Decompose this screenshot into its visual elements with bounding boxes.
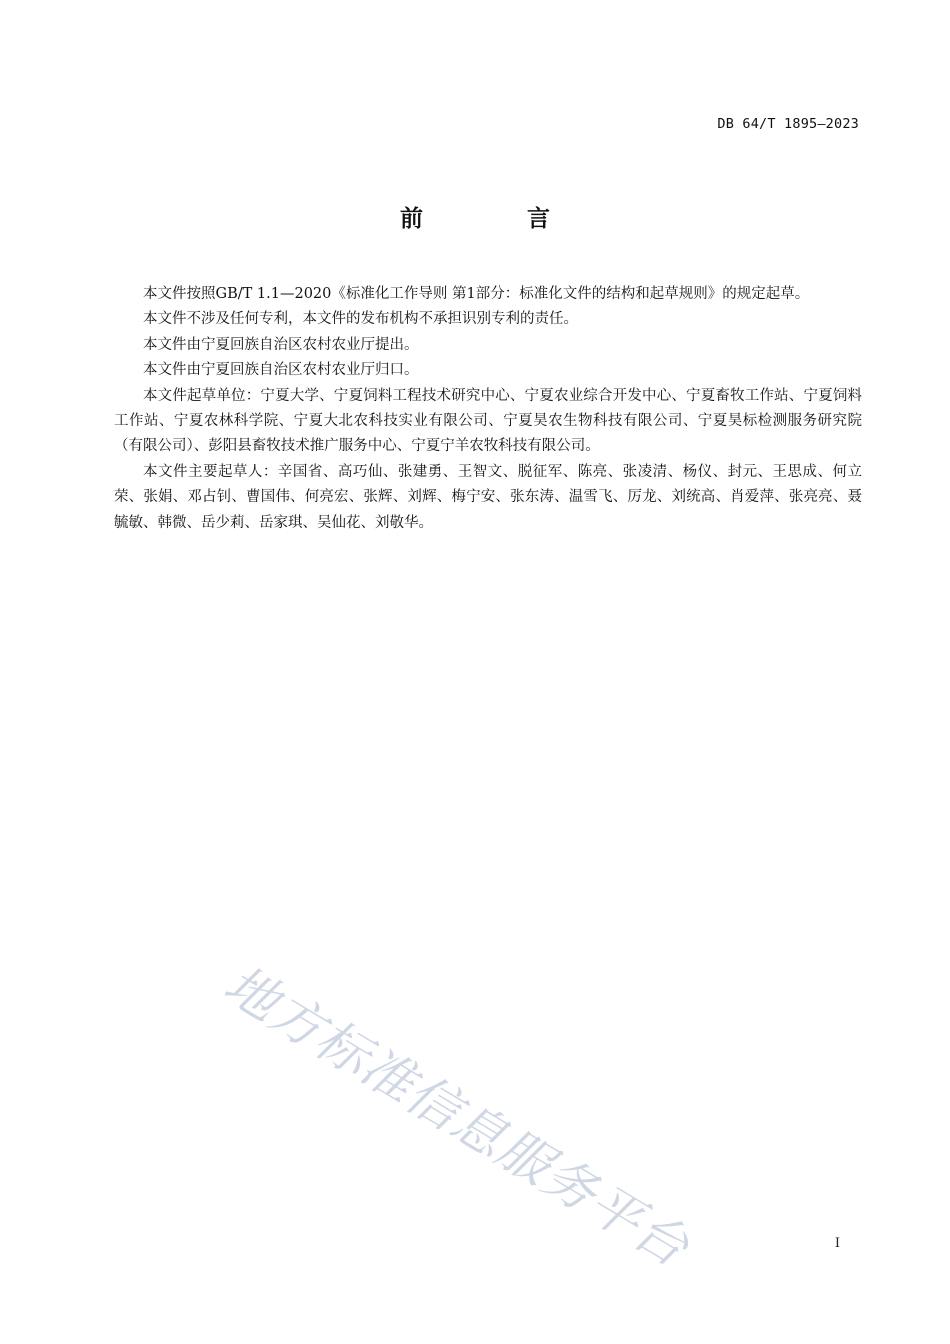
watermark-text: 地方标准信息服务平台 — [213, 954, 699, 1279]
page-title: 前 言 — [399, 206, 598, 232]
foreword-body — [114, 282, 862, 536]
standard-code: DB 64/T 1895—2023 — [717, 116, 859, 132]
paragraph-proposed-by: 本文件由宁夏回族自治区农村农业厅提出。 — [143, 336, 419, 353]
page-number: I — [834, 1236, 840, 1251]
paragraph-drafters: 本文件主要起草人：辛国省、高巧仙、张建勇、王智文、脱征军、陈亮、张凌清、杨仪、封元、王思成、何立荣、张娟、邓占钊、曹国伟、何亮宏、张辉、刘辉、梅宁安、张东涛、温雪飞、厉龙、刘统高、肖爱萍、张亮亮、聂毓敏、韩微、岳少莉、岳家琪、吴仙花、刘敬华。 — [114, 463, 862, 531]
paragraph-drafting-units: 本文件起草单位：宁夏大学、宁夏饲料工程技术研究中心、宁夏农业综合开发中心、宁夏畜牧工作站、宁夏饲料工作站、宁夏农林科学院、宁夏大北农科技实业有限公司、宁夏昊农生物科技有限公司、宁夏昊标检测服务研究院（有限公司）、彭阳县畜牧技术推广服务中心、宁夏宁羊农牧科技有限公司。 — [114, 387, 862, 455]
paragraph-patent-statement: 本文件不涉及任何专利，本文件的发布机构不承担识别专利的责任。 — [143, 311, 578, 328]
paragraph-centralized-by: 本文件由宁夏回族自治区农村农业厅归口。 — [143, 362, 419, 379]
paragraph-drafting-rules: 本文件按照GB/T 1.1—2020《标准化工作导则 第1部分：标准化文件的结构和起草规则》的规定起草。 — [143, 286, 810, 302]
